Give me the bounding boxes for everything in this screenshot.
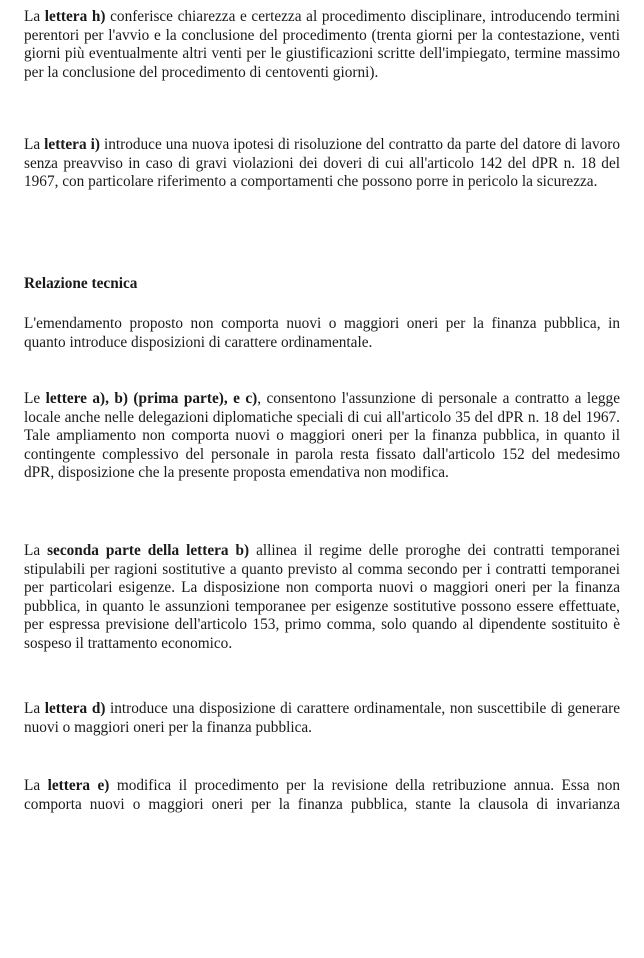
paragraph-bold: lettera d) bbox=[44, 700, 106, 717]
paragraph-bold: lettera i) bbox=[44, 136, 100, 153]
paragraph-lettere-abc bbox=[24, 390, 620, 483]
paragraph-text: allinea il regime delle proroghe dei contratti temporanei stipulabili per ragioni sostitutive a quanto previsto al comma secondo per i contratti temporanei per particolari esigenze. La disposizione non comporta nuovi o maggiori oneri per la finanza pubblica, in quanto le assunzioni temporanee per esigenze sostitutive possono essere effettuate, per espressa previsione dell'articolo 153, primo comma, solo quando al dipendente sostituito è sospeso il trattamento economico. bbox=[24, 542, 620, 652]
paragraph-bold: lettera e) bbox=[47, 777, 110, 794]
paragraph-lead: La bbox=[24, 8, 45, 25]
paragraph-seconda-parte-b bbox=[24, 542, 620, 654]
paragraph-lead: La bbox=[24, 700, 45, 717]
paragraph-text: introduce una nuova ipotesi di risoluzione del contratto da parte del datore di lavoro senza preavviso in caso di gravi violazioni dei doveri di cui all'articolo 142 del dPR n. 18 del 1967, con particolare riferimento a comportamenti che possono porre in pericolo la sicurezza. bbox=[24, 136, 620, 191]
paragraph-bold: lettere a), b) (prima parte), e c) bbox=[45, 390, 258, 407]
paragraph-bold: seconda parte della lettera b) bbox=[47, 542, 250, 559]
paragraph-lead: La bbox=[24, 542, 48, 559]
paragraph-text: conferisce chiarezza e certezza al procedimento disciplinare, introducendo termini perentori per l'avvio e la conclusione del procedimento (trenta giorni per la contestazione, venti giorni più eventualmente altri venti per le giustificazioni scritte dell'impiegato, termine massimo per la conclusione del procedimento di centoventi giorni). bbox=[24, 8, 620, 81]
section-heading: Relazione tecnica bbox=[24, 275, 138, 292]
paragraph-emendamento bbox=[24, 315, 620, 352]
paragraph-text: , consentono l'assunzione di personale a contratto a legge locale anche nelle delegazioni diplomatiche speciali di cui all'articolo 35 del dPR n. 18 del 1967. Tale ampliamento non comporta nuovi o maggiori oneri per la finanza pubblica, in quanto il contingente complessivo del personale in parola resta fissato dall'articolo 152 del medesimo dPR, disposizione che la presente proposta emendativa non modifica. bbox=[24, 390, 620, 482]
paragraph-lead: La bbox=[24, 136, 45, 153]
paragraph-lettera-e bbox=[24, 777, 620, 814]
paragraph-lead: La bbox=[24, 777, 48, 794]
paragraph-text: modifica il procedimento per la revisione della retribuzione annua. Essa non comporta nuovi o maggiori oneri per la finanza pubblica, stante la clausola di invarianza bbox=[24, 777, 620, 813]
paragraph-lettera-i bbox=[24, 136, 620, 192]
paragraph-bold: lettera h) bbox=[44, 8, 106, 25]
paragraph-lettera-d bbox=[24, 700, 620, 737]
paragraph-lead: Le bbox=[24, 390, 46, 407]
paragraph-text: introduce una disposizione di carattere ordinamentale, non suscettibile di generare nuovi o maggiori oneri per la finanza pubblica. bbox=[24, 700, 620, 736]
paragraph-lettera-h bbox=[24, 8, 620, 82]
paragraph-text: L'emendamento proposto non comporta nuovi o maggiori oneri per la finanza pubblica, in quanto introduce disposizioni di carattere ordinamentale. bbox=[24, 315, 620, 351]
